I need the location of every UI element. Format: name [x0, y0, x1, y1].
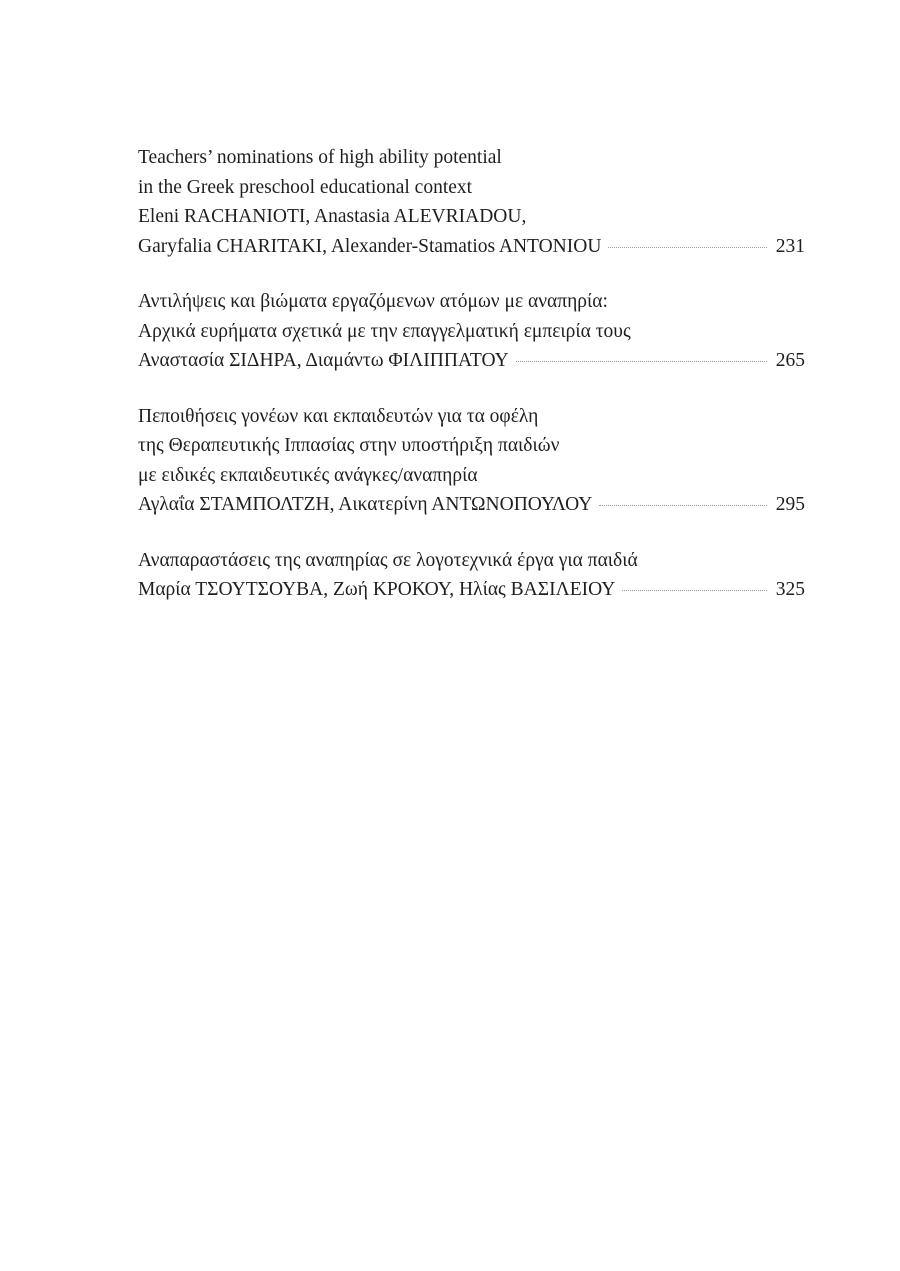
- entry-authors-row: [138, 490, 805, 520]
- entry-authors-line: Eleni RACHANIOTI, Anastasia ALEVRIADOU,: [138, 206, 527, 227]
- entry-authors: Μαρία ΤΣΟΥΤΣΟΥΒΑ, Ζωή ΚΡΟΚΟΥ, Ηλίας ΒΑΣΙΛΕΙΟΥ: [138, 579, 616, 600]
- page-number: 295: [775, 494, 805, 515]
- dot-leader: [599, 505, 766, 506]
- dot-leader: [516, 361, 767, 362]
- entry-title-line: Αναπαραστάσεις της αναπηρίας σε λογοτεχνικά έργα για παιδιά: [138, 549, 638, 571]
- entry-authors-row: [138, 346, 805, 376]
- entry-title-line: Αντιλήψεις και βιώματα εργαζόμενων ατόμων με αναπηρία:: [138, 291, 608, 312]
- entry-authors-row: [138, 232, 805, 262]
- entry-title-line: in the Greek preschool educational context: [138, 176, 473, 198]
- entry-title-line: της Θεραπευτικής Ιππασίας στην υποστήριξη παιδιών: [138, 435, 560, 456]
- entry-authors: Garyfalia CHARITAKI, Alexander-Stamatios ANTONIOU: [138, 235, 602, 257]
- entry-title-line: Πεποιθήσεις γονέων και εκπαιδευτών για τα οφέλη: [138, 405, 539, 427]
- entry-title-line: με ειδικές εκπαιδευτικές ανάγκες/αναπηρία: [138, 464, 478, 486]
- entry-title-line: Teachers’ nominations of high ability potential: [138, 147, 502, 168]
- page-number: 265: [775, 350, 805, 371]
- dot-leader: [622, 590, 766, 591]
- entry-authors: Αγλαΐα ΣΤΑΜΠΟΛΤΖΗ, Αικατερίνη ΑΝΤΩΝΟΠΟΥΛΟΥ: [138, 494, 593, 515]
- toc-entry[interactable]: [138, 546, 805, 605]
- entry-title-line: Αρχικά ευρήματα σχετικά με την επαγγελματική εμπειρία τους: [138, 320, 631, 342]
- toc-entry[interactable]: [138, 402, 805, 520]
- toc-entry[interactable]: [138, 287, 805, 376]
- page-number: 325: [775, 579, 805, 600]
- entry-authors: Αναστασία ΣΙΔΗΡΑ, Διαμάντω ΦΙΛΙΠΠΑΤΟΥ: [138, 350, 509, 371]
- page-number: 231: [775, 235, 805, 257]
- entry-authors-row: [138, 575, 805, 605]
- dot-leader: [608, 247, 766, 248]
- toc-entry[interactable]: [138, 143, 805, 261]
- table-of-contents: [138, 143, 805, 631]
